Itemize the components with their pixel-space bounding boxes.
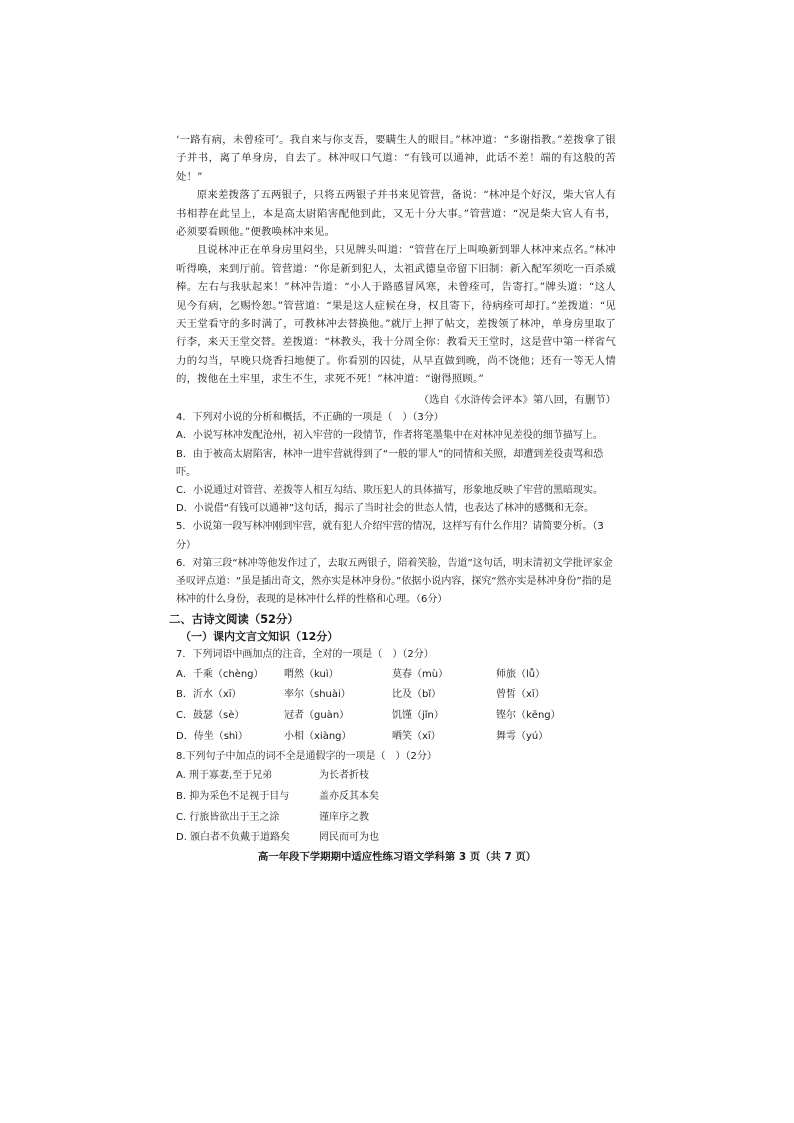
option-cell: 饥馑（jǐn） bbox=[392, 710, 444, 722]
option-cell: 罔民而可为也 bbox=[319, 832, 379, 844]
passage-paragraph-1: ‘一路有病，未曾痊可’。我自来与你支吾，要瞒生人的眼目。”林冲道：“多谢指教。”差拨拿了银子并书，离了单身房，自去了。林冲叹口气道：“有钱可以通神，此话不差！端的有这般的苦处！” bbox=[176, 134, 616, 183]
option-cell: C. 行旅皆欲出于王之涂 bbox=[176, 811, 280, 823]
question-4-option-a: A．小说写林冲发配沧州，初入牢营的一段情节，作者将笔墨集中在对林冲见差役的细节描写上。 bbox=[176, 430, 603, 442]
passage-paragraph-2: 原来差拨落了五两银子，只将五两银子并书来见管营，备说：“林冲是个好汉，柴大官人有书相荐在此呈上，本是高太尉陷害配他到此，又无十分大事。”管营道：“况是柴大官人有书，必须要看顾他。”便教唤林冲来见。 bbox=[176, 189, 616, 239]
question-7-row-d bbox=[176, 727, 616, 748]
option-cell: 为长者折枝 bbox=[319, 769, 369, 781]
option-cell: 莫春（mù） bbox=[392, 668, 449, 680]
option-cell: 铿尔（kēng） bbox=[496, 710, 561, 722]
option-cell: D. 颁白者不负戴于道路矣 bbox=[176, 832, 291, 844]
option-cell: 盖亦反其本矣 bbox=[319, 790, 379, 802]
question-7-options bbox=[176, 665, 616, 748]
option-cell: B．沂水（xī） bbox=[176, 689, 242, 701]
option-cell: B. 抑为采色不足视于目与 bbox=[176, 790, 290, 802]
question-7-row-b bbox=[176, 685, 616, 706]
passage-source: （选自《水浒传会评本》第八回，有删节） bbox=[418, 393, 616, 406]
option-cell: 师旅（lǚ） bbox=[496, 668, 546, 680]
option-cell: 冠者（guàn） bbox=[284, 710, 350, 722]
option-cell: C．鼓瑟（sè） bbox=[176, 710, 245, 722]
question-7: 7．下列词语中画加点的注音，全对的一项是（ ）（2分） bbox=[176, 649, 434, 661]
question-4: 4．下列对小说的分析和概括，不正确的一项是（ ）（3分） bbox=[176, 412, 444, 424]
question-8-row-b bbox=[176, 787, 616, 808]
question-6: 6．对第三段“林冲等他发作过了，去取五两银子，陪着笑脸，告道”这句话，明末清初文学批评家金圣叹评点道：“虽是插出奇文，然亦实是林冲身份。”依据小说内容，探究“然亦实是林冲身份”指的是林冲的什么身份，表现的是林冲什么样的性格和心理。（6分） bbox=[176, 557, 613, 606]
passage-paragraph-3: 且说林冲正在单身房里闷坐，只见牌头叫道：“管营在厅上叫唤新到罪人林冲来点名。”林冲听得唤，来到厅前。管营道：“你是新到犯人，太祖武德皇帝留下旧制：新入配军须吃一百杀威棒。左右与我驮起来！”林冲告道：“小人于路感冒风寒，未曾痊可，告寄打。”牌头道：“这人见今有病，乞赐怜恕。”管营道：“果是这人症候在身，权且寄下，待病痊可却打。”差拨道：“见天王堂看守的多时满了，可教林冲去替换他。”就厅上押了帖文，差拨领了林冲，单身房里取了行李，来天王堂交替。差拨道：“林教头，我十分周全你：教看天王堂时，这是营中第一样省气力的勾当，早晚只烧香扫地便了。你看别的囚徒，从早直做到晚，尚不饶他；还有一等无人情的，拨他在土牢里，求生不生，求死不死！”林冲道：“谢得照顾。” bbox=[176, 244, 616, 386]
question-4-option-c: C．小说通过对管营、差拨等人相互勾结、欺压犯人的具体描写，形象地反映了牢营的黑暗现实。 bbox=[176, 484, 603, 496]
option-cell: 哂笑（xī） bbox=[392, 730, 441, 742]
section-2-title: 二、古诗文阅读（52分） bbox=[169, 612, 299, 627]
option-cell: 比及（bǐ） bbox=[392, 689, 442, 701]
question-4-option-d: D．小说借“有钱可以通神”这句话，揭示了当时社会的世态人情，也表达了林冲的感慨和无奈。 bbox=[176, 503, 595, 515]
question-7-row-a bbox=[176, 665, 616, 686]
question-8-row-a bbox=[176, 766, 616, 787]
option-cell: A．千乘（chèng） bbox=[176, 668, 264, 680]
question-8: 8.下列句子中加点的词不全是通假字的一项是（ ）（2分） bbox=[176, 750, 437, 762]
option-cell: 舞雩（yú） bbox=[496, 730, 549, 742]
question-8-row-c bbox=[176, 808, 616, 829]
option-cell: 喟然（kuì） bbox=[284, 668, 339, 680]
option-cell: A. 刑于寡妻,至于兄弟 bbox=[176, 769, 273, 781]
question-4-option-b: B．由于被高太尉陷害，林冲一进牢营就得到了“一般的罪人”的同情和关照，却遭到差役责骂和恐吓。 bbox=[176, 448, 604, 478]
page-content bbox=[169, 131, 616, 849]
option-cell: 曾皙（xī） bbox=[496, 689, 545, 701]
question-7-row-c bbox=[176, 706, 616, 727]
option-cell: 小相（xiàng） bbox=[284, 730, 352, 742]
question-8-row-d bbox=[176, 828, 616, 849]
section-2-subtitle: （一）课内文言文知识（12分） bbox=[180, 630, 339, 644]
question-5: 5．小说第一段写林冲刚到牢营，就有犯人介绍牢营的情况，这样写有什么作用？请简要分析。（3分） bbox=[176, 521, 604, 551]
option-cell: 谨庠序之教 bbox=[319, 811, 369, 823]
page-footer: 高一年段下学期期中适应性练习语文学科第 3 页（共 7 页） bbox=[257, 851, 537, 863]
question-8-options bbox=[176, 766, 616, 849]
option-cell: D．侍坐（shì） bbox=[176, 730, 249, 742]
option-cell: 率尔（shuài） bbox=[284, 689, 351, 701]
